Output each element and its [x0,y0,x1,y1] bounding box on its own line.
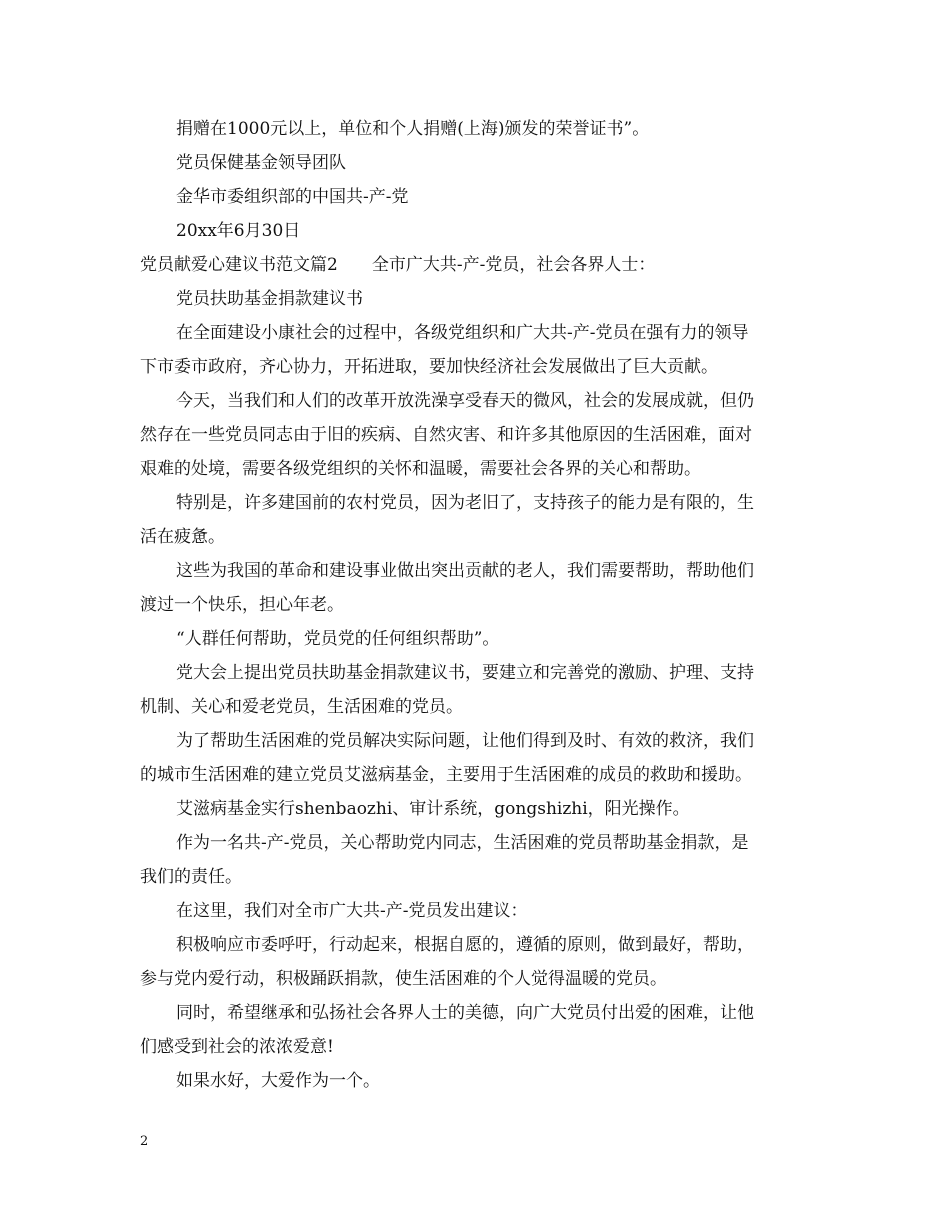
text-line: 为了帮助生活困难的党员解决实际问题，让他们得到及时、有效的救济，我们 [176,731,754,751]
text-line: 20xx年6月30日 [176,221,301,241]
text-line: 特别是，许多建国前的农村党员，因为老旧了，支持孩子的能力是有限的，生 [176,493,754,513]
text-line: 然存在一些党员同志由于旧的疾病、自然灾害、和许多其他原因的生活困难，面对 [140,425,752,445]
text-line: 渡过一个快乐，担心年老。 [140,595,344,615]
text-line: 今天，当我们和人们的改革开放洗澡享受春天的微风，社会的发展成就，但仍 [176,391,754,411]
text-line: 党员保健基金领导团队 [176,153,346,173]
text-line: 同时，希望继承和弘扬社会各界人士的美德，向广大党员付出爱的困难，让他 [176,1003,754,1023]
text-line: 捐赠在1000元以上，单位和个人捐赠(上海)颁发的荣誉证书”。 [176,119,650,139]
page-number: 2 [140,1134,149,1149]
text-line: 党大会上提出党员扶助基金捐款建议书，要建立和完善党的激励、护理、支持 [176,663,754,683]
text-line: “人群任何帮助，党员党的任何组织帮助”。 [176,629,500,649]
text-line: 在全面建设小康社会的过程中，各级党组织和广大共-产-党员在强有力的领导 [176,323,749,343]
text-line: 这些为我国的革命和建设事业做出突出贡献的老人，我们需要帮助，帮助他们 [176,561,754,581]
text-line: 作为一名共-产-党员，关心帮助党内同志，生活困难的党员帮助基金捐款，是 [176,833,749,853]
text-line: 的城市生活困难的建立党员艾滋病基金，主要用于生活困难的成员的救助和援助。 [140,765,752,785]
text-line: 下市委市政府，齐心协力，开拓进取，要加快经济社会发展做出了巨大贡献。 [140,357,718,377]
section-heading-line [140,248,655,282]
section-heading: 党员献爱心建议书范文篇2 [140,255,338,275]
text-line: 活在疲惫。 [140,527,225,547]
document-title: 党员扶助基金捐款建议书 [176,289,363,309]
text-line: 机制、关心和爱老党员，生活困难的党员。 [140,697,463,717]
salutation: 全市广大共-产-党员，社会各界人士： [371,255,656,275]
text-line: 们感受到社会的浓浓爱意! [140,1037,334,1057]
text-line: 参与党内爱行动，积极踊跃捐款，使生活困难的个人觉得温暖的党员。 [140,969,667,989]
text-line: 积极响应市委呼吁，行动起来，根据自愿的，遵循的原则，做到最好，帮助， [176,935,754,955]
text-line: 如果水好，大爱作为一个。 [176,1071,380,1091]
text-line: 金华市委组织部的中国共-产-党 [176,187,409,207]
text-line: 我们的责任。 [140,867,242,887]
text-line: 艰难的处境，需要各级党组织的关怀和温暖，需要社会各界的关心和帮助。 [140,459,701,479]
text-line: 艾滋病基金实行shenbaozhi、审计系统，gongshizhi，阳光操作。 [176,799,690,819]
text-line: 在这里，我们对全市广大共-产-党员发出建议： [176,901,528,921]
